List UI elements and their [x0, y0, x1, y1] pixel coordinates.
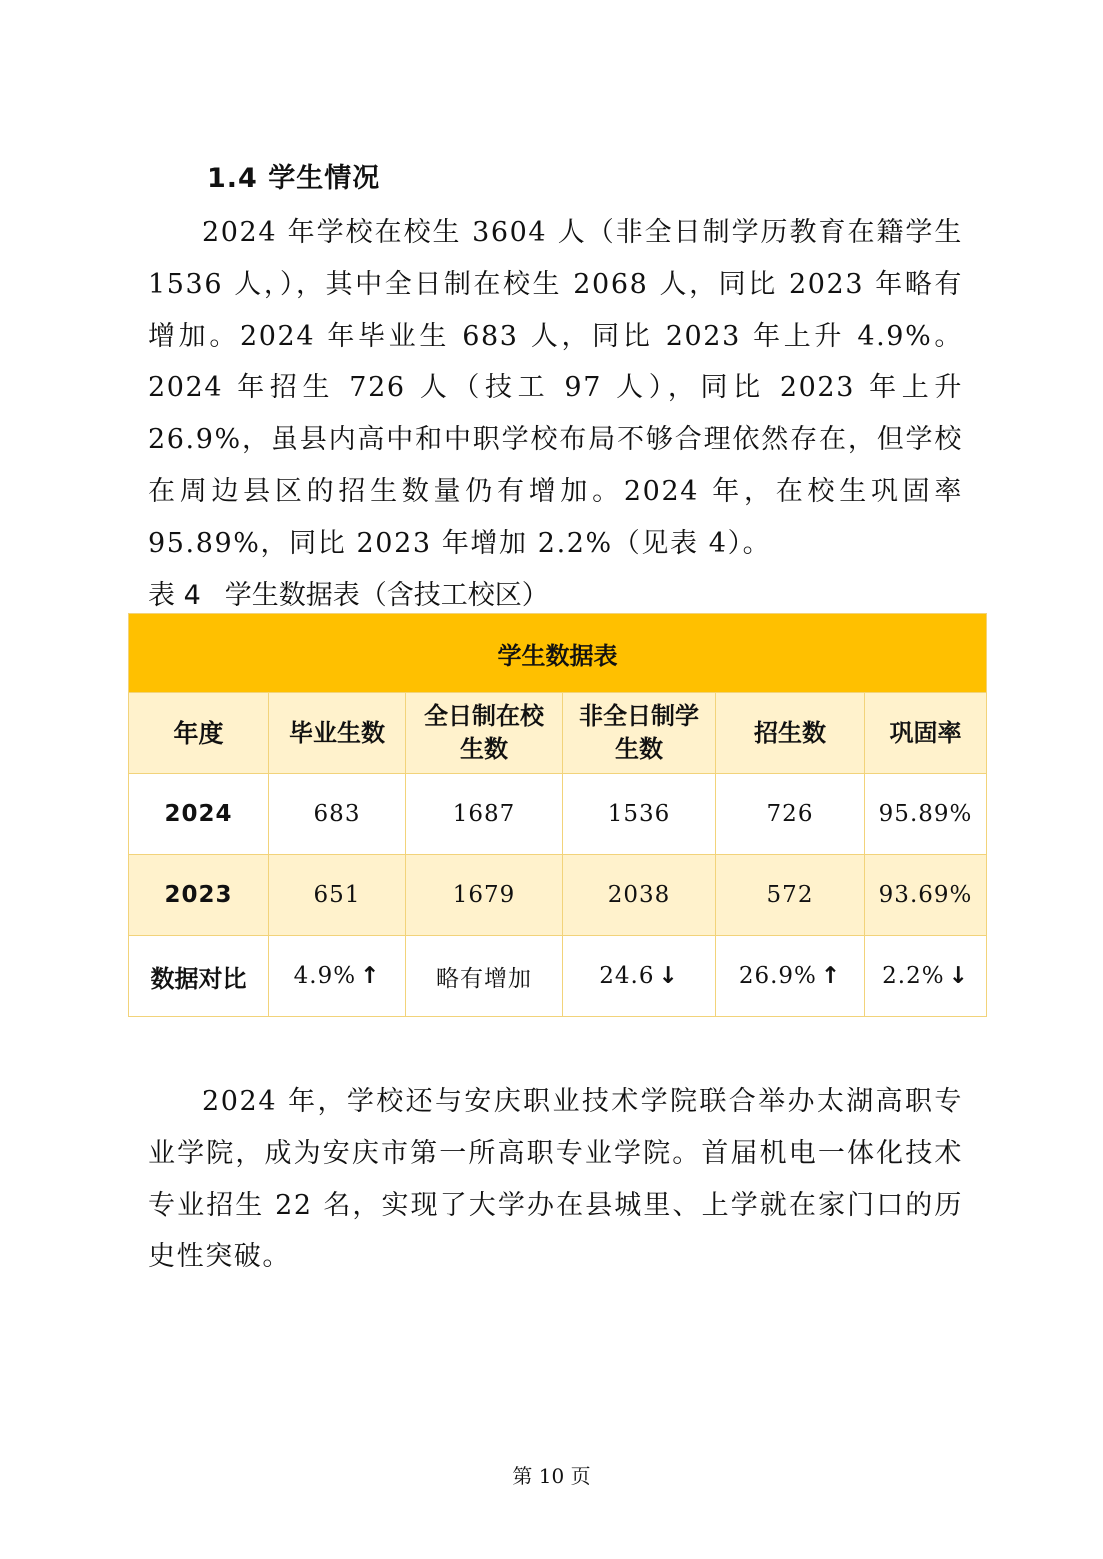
comparison-row — [129, 936, 987, 1017]
header-enrollment: 招生数 — [716, 693, 865, 774]
header-parttime-line2: 生数 — [615, 735, 663, 763]
cell-fulltime: 1679 — [406, 855, 563, 936]
header-fulltime — [406, 693, 563, 774]
header-parttime — [563, 693, 716, 774]
up-arrow-icon: ↑ — [360, 963, 381, 989]
comparison-graduates — [269, 936, 406, 1017]
down-arrow-icon: ↓ — [948, 963, 969, 989]
cell-parttime: 1536 — [563, 774, 716, 855]
section-heading: 1.4 学生情况 — [207, 163, 381, 194]
paragraph-higher-vocational-college: 2024 年，学校还与安庆职业技术学院联合举办太湖高职专业学院，成为安庆市第一所高职专业学院。首届机电一体化技术专业招生 22 名，实现了大学办在县城里、上学就在家门口的历史性突破。 — [148, 1086, 963, 1273]
comparison-parttime — [563, 936, 716, 1017]
paragraph-student-situation: 2024 年学校在校生 3604 人（非全日制学历教育在籍学生 1536 人，），其中全日制在校生 2068 人，同比 2023 年略有增加。2024 年毕业生 683 人，同比 2023 年上升 4.9%。2024 年招生 726 人（技工 97 人），同比 2023 年上升 26.9%，虽县内高中和中职学校布局不够合理依然存在，但学校在周边县区的招生数量仍有增加。2024 年，在校生巩固率 95.89%，同比 2023 年增加 2.2%（见表 4）。 — [148, 217, 963, 559]
page-number: 第 10 页 — [512, 1464, 591, 1488]
table-title: 学生数据表 — [129, 614, 987, 693]
comparison-graduates-value: 4.9% — [293, 963, 357, 989]
comparison-fulltime: 略有增加 — [406, 936, 563, 1017]
cell-fulltime: 1687 — [406, 774, 563, 855]
header-retention: 巩固率 — [865, 693, 987, 774]
cell-parttime: 2038 — [563, 855, 716, 936]
comparison-label: 数据对比 — [129, 936, 269, 1017]
cell-enrollment: 726 — [716, 774, 865, 855]
comparison-enrollment — [716, 936, 865, 1017]
cell-retention: 95.89% — [865, 774, 987, 855]
cell-enrollment: 572 — [716, 855, 865, 936]
table-header-row — [129, 693, 987, 774]
down-arrow-icon: ↓ — [658, 963, 679, 989]
table-row — [129, 774, 987, 855]
header-parttime-line1: 非全日制学 — [579, 702, 699, 730]
table-caption-number: 表 4 — [148, 580, 201, 611]
header-graduates: 毕业生数 — [269, 693, 406, 774]
header-fulltime-line2: 生数 — [460, 735, 508, 763]
student-data-table — [128, 613, 987, 1017]
table-caption-text: 学生数据表（含技工校区） — [224, 580, 549, 611]
cell-year: 2023 — [129, 855, 269, 936]
comparison-parttime-value: 24.6 — [599, 963, 655, 989]
header-year: 年度 — [129, 693, 269, 774]
cell-graduates: 651 — [269, 855, 406, 936]
cell-retention: 93.69% — [865, 855, 987, 936]
cell-year: 2024 — [129, 774, 269, 855]
table-caption — [148, 573, 549, 612]
table-row — [129, 855, 987, 936]
table-title-row — [129, 614, 987, 693]
comparison-enrollment-value: 26.9% — [738, 963, 817, 989]
comparison-retention-value: 2.2% — [882, 963, 945, 989]
cell-graduates: 683 — [269, 774, 406, 855]
header-fulltime-line1: 全日制在校 — [424, 702, 544, 730]
comparison-retention — [865, 936, 987, 1017]
up-arrow-icon: ↑ — [820, 963, 842, 989]
